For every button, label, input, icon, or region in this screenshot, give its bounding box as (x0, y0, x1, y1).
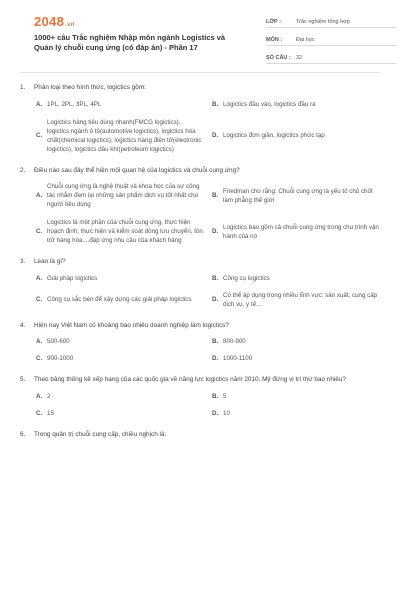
question-number: 1. (20, 84, 26, 91)
option-text: Logictics hàng tiêu dùng nhanh(FMCG logictics), logictics ngành ô tô(automotive logictics), logictics hóa chất(chemical logictics), logictics hàng điện tử(electronic logictics), logictics dầu khí(petroleum logictics) (47, 118, 202, 153)
option-text: 10 (223, 409, 230, 417)
question-list (14, 73, 386, 439)
meta-key: LỚP : (266, 19, 281, 25)
option-text: Công cụ sắc bén để xây dựng các giải pháp logictics (47, 296, 192, 303)
option-letter: C. (36, 228, 43, 235)
answer-option[interactable] (36, 409, 204, 418)
meta-value: 32 (296, 55, 303, 61)
document-meta (266, 13, 396, 67)
option-text: 2 (47, 392, 51, 400)
answer-option[interactable] (36, 337, 204, 346)
option-letter: B. (212, 338, 219, 345)
meta-value: Đại học (296, 37, 315, 43)
option-letter: D. (212, 409, 219, 417)
question-body: Phân loại theo hình thức, logictics gồm: (34, 84, 146, 91)
answer-options (20, 337, 380, 363)
option-letter: D. (212, 228, 219, 235)
option-text: Giải pháp logictics (47, 274, 98, 282)
answer-option[interactable] (36, 118, 204, 154)
meta-row-count (266, 49, 396, 64)
answer-option[interactable] (212, 409, 380, 418)
option-letter: B. (212, 274, 219, 282)
option-letter: B. (212, 192, 219, 199)
answer-option[interactable] (36, 392, 204, 401)
option-text: Có thể áp dụng trong nhiều lĩnh vực: sản xuất, cung cấp dịch vụ, y tế... (223, 291, 378, 308)
question-item (20, 321, 380, 364)
option-text: 800-900 (223, 338, 246, 345)
option-letter: D. (212, 132, 219, 139)
answer-option[interactable] (212, 274, 380, 283)
question-text (20, 257, 380, 267)
question-body: Trong quản trị chuỗi cung cấp, chiều nghịch là: (34, 430, 167, 438)
answer-option[interactable] (212, 354, 380, 363)
option-text: 1000-1100 (223, 355, 253, 362)
document-header (14, 0, 386, 72)
option-text: 500-600 (47, 338, 70, 345)
answer-options (20, 392, 380, 418)
option-text: 5 (223, 392, 227, 400)
option-letter: B. (212, 392, 219, 400)
option-letter: C. (36, 296, 43, 303)
meta-key: SỐ CÂU : (266, 55, 291, 61)
question-body: Theo bảng thống kê xếp hạng của các quốc gia về năng lực logictics năm 2010, Mỹ đứng vị trí thứ bao nhiêu? (34, 376, 346, 383)
answer-option[interactable] (212, 291, 380, 309)
site-logo[interactable] (34, 14, 75, 29)
option-text: Logictics đầu vào, logictics đầu ra (223, 100, 316, 108)
document-title: 1000+ câu Trắc nghiệm Nhập môn ngành Logistics và Quản lý chuỗi cung ứng (có đáp án) - Phần 17 (34, 33, 226, 52)
answer-option[interactable] (212, 392, 380, 401)
answer-options (20, 274, 380, 309)
answer-options (20, 182, 380, 245)
question-body: Lean là gì? (34, 258, 66, 265)
meta-key: MÔN : (266, 37, 283, 43)
meta-value: Trắc nghiệm tổng hợp (296, 19, 350, 25)
option-letter: B. (212, 100, 219, 108)
question-body: Điều nào sau đây thể hiện mối quan hệ của logictics và chuỗi cung ứng? (34, 166, 240, 174)
answer-option[interactable] (212, 182, 380, 209)
answer-options (20, 100, 380, 154)
option-letter: A. (36, 100, 43, 108)
option-letter: A. (36, 274, 43, 282)
option-letter: D. (212, 296, 219, 303)
option-letter: A. (36, 192, 43, 199)
option-letter: A. (36, 392, 43, 400)
answer-option[interactable] (36, 291, 204, 309)
option-letter: C. (36, 132, 43, 139)
option-text: Logictics là một phần của chuỗi cung ứng, thực hiện hoạch định, thực hiện và kiểm soát dòng lưu chuyển, tồn trữ hàng hóa....đáp ứng nhu cầu của khách hàng (47, 219, 203, 244)
option-letter: A. (36, 338, 43, 345)
question-item (20, 257, 380, 309)
meta-row-class (266, 13, 396, 28)
option-letter: C. (36, 355, 43, 362)
answer-option[interactable] (212, 118, 380, 154)
answer-option[interactable] (36, 182, 204, 209)
question-number: 3. (20, 258, 26, 265)
option-text: Logictics đơn giản, logictics phức tạp (223, 132, 325, 139)
answer-option[interactable] (212, 100, 380, 109)
question-text (20, 166, 380, 176)
option-text: 15 (47, 409, 54, 417)
answer-option[interactable] (36, 100, 204, 109)
option-text: 900-1000 (47, 355, 74, 362)
question-item (20, 166, 380, 246)
answer-option[interactable] (36, 354, 204, 363)
question-body: Hiện nay Việt Nam có khoảng bao nhiêu doanh nghiệp làm logictics? (34, 321, 229, 329)
question-item (20, 430, 380, 440)
answer-option[interactable] (36, 274, 204, 283)
question-text (20, 321, 380, 331)
option-text: 1PL, 2PL, 3PL, 4PL (47, 100, 102, 108)
option-letter: C. (36, 409, 43, 417)
question-item (20, 83, 380, 154)
question-text (20, 83, 380, 93)
question-number: 5. (20, 376, 26, 383)
option-text: Công cụ logictics (223, 274, 270, 282)
answer-option[interactable] (36, 218, 204, 245)
meta-row-subject (266, 31, 396, 46)
option-text: Logictics bao gồm cả chuỗi cung ứng trong chu trình vận hành của nó (223, 223, 379, 240)
question-number: 2. (20, 166, 26, 174)
option-letter: D. (212, 355, 219, 362)
question-text (20, 375, 380, 385)
question-item (20, 375, 380, 418)
option-text: Chuỗi cung ứng là nghệ thuật và khoa học của sự công tác nhằm đem lại những sản phẩm dịch vụ tốt nhất cho người tiêu dùng (47, 183, 200, 208)
question-number: 4. (20, 321, 26, 329)
answer-option[interactable] (212, 218, 380, 245)
logo-suffix: .vn (65, 22, 75, 28)
question-number: 6. (20, 430, 26, 438)
option-text: Friedman cho rằng: Chuỗi cung ứng là yếu tố chủ chốt làm phẳng thế giới (223, 187, 373, 204)
answer-option[interactable] (212, 337, 380, 346)
question-text (20, 430, 380, 440)
logo-text: 2048 (34, 14, 65, 29)
